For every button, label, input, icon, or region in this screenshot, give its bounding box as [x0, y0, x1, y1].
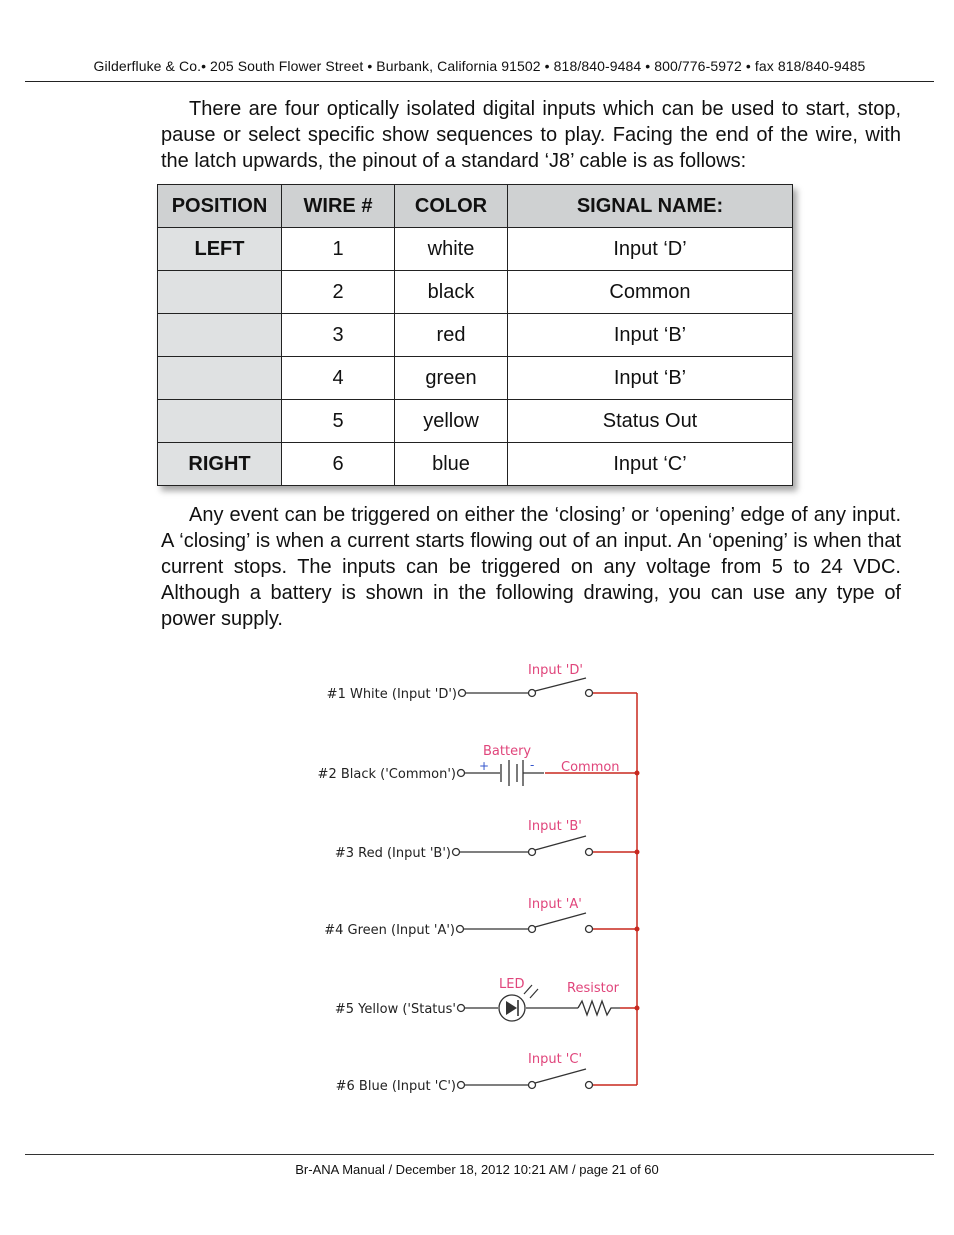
- cell-position: [158, 271, 282, 314]
- header-rule: [25, 81, 934, 82]
- cell-position: [158, 314, 282, 357]
- cell-wire: 2: [282, 271, 395, 314]
- intro-paragraph: [161, 96, 901, 174]
- table-row: [158, 400, 793, 443]
- cell-color: green: [395, 357, 508, 400]
- cell-wire: 6: [282, 443, 395, 486]
- label-input-a: Input 'A': [528, 897, 582, 912]
- body-text: Any event can be triggered on either the ‘closing’ or ‘opening’ edge of any input. A ‘closing’ is when a current starts flowing out of an input. An ‘opening’ is when that current stops. The inputs can be triggered on any voltage from 5 to 24 VDC. Although a battery is shown in the following drawing, you can use any type of power supply.: [161, 504, 901, 630]
- wire-label-6: #6 Blue (Input 'C'): [335, 1079, 456, 1094]
- header-position: POSITION: [158, 185, 282, 228]
- cell-wire: 1: [282, 228, 395, 271]
- page-header: Gilderfluke & Co.• 205 South Flower Street • Burbank, California 91502 • 818/840-9484 • 800/776-5972 • fax 818/840-9485: [93, 58, 866, 74]
- label-resistor: Resistor: [567, 981, 619, 996]
- cell-color: black: [395, 271, 508, 314]
- table-row: [158, 228, 793, 271]
- cell-wire: 4: [282, 357, 395, 400]
- cell-color: white: [395, 228, 508, 271]
- wire-label-4: #4 Green (Input 'A'): [324, 923, 455, 938]
- footer-rule: [25, 1154, 934, 1155]
- label-led: LED: [499, 977, 525, 992]
- header-color: COLOR: [395, 185, 508, 228]
- cell-signal: Input ‘D’: [508, 228, 793, 271]
- body-paragraph: [161, 502, 901, 632]
- cell-signal: Common: [508, 271, 793, 314]
- label-input-c: Input 'C': [528, 1052, 583, 1067]
- cell-color: yellow: [395, 400, 508, 443]
- battery-plus: +: [479, 759, 490, 773]
- wire-label-1: #1 White (Input 'D'): [326, 687, 457, 702]
- cell-wire: 3: [282, 314, 395, 357]
- cell-position: [158, 357, 282, 400]
- label-input-d: Input 'D': [528, 663, 583, 678]
- pinout-table: [157, 184, 793, 486]
- page-footer: Br-ANA Manual / December 18, 2012 10:21 AM / page 21 of 60: [295, 1162, 659, 1177]
- cell-signal: Input ‘B’: [508, 314, 793, 357]
- cell-wire: 5: [282, 400, 395, 443]
- table-row: [158, 271, 793, 314]
- table-header-row: [158, 185, 793, 228]
- cell-color: red: [395, 314, 508, 357]
- header-wire: WIRE #: [282, 185, 395, 228]
- table-row: [158, 357, 793, 400]
- intro-text: There are four optically isolated digital inputs which can be used to start, stop, pause or select specific show sequences to play. Facing the end of the wire, with the latch upwards, the pinout of a standard ‘J8’ cable is as follows:: [161, 98, 901, 172]
- cell-signal: Input ‘B’: [508, 357, 793, 400]
- table-row: [158, 443, 793, 486]
- cell-signal: Input ‘C’: [508, 443, 793, 486]
- cell-position: LEFT: [158, 228, 282, 271]
- label-battery: Battery: [483, 744, 532, 759]
- header-signal: SIGNAL NAME:: [508, 185, 793, 228]
- cell-color: blue: [395, 443, 508, 486]
- cell-signal: Status Out: [508, 400, 793, 443]
- table-row: [158, 314, 793, 357]
- wiring-diagram: [300, 650, 660, 1110]
- wire-label-3: #3 Red (Input 'B'): [334, 846, 451, 861]
- wire-label-2: #2 Black ('Common'): [317, 767, 456, 782]
- wire-label-5: #5 Yellow ('Status': [334, 1002, 456, 1017]
- label-common: Common: [561, 760, 620, 775]
- label-input-b: Input 'B': [528, 819, 582, 834]
- cell-position: [158, 400, 282, 443]
- cell-position: RIGHT: [158, 443, 282, 486]
- battery-minus: -: [530, 758, 535, 772]
